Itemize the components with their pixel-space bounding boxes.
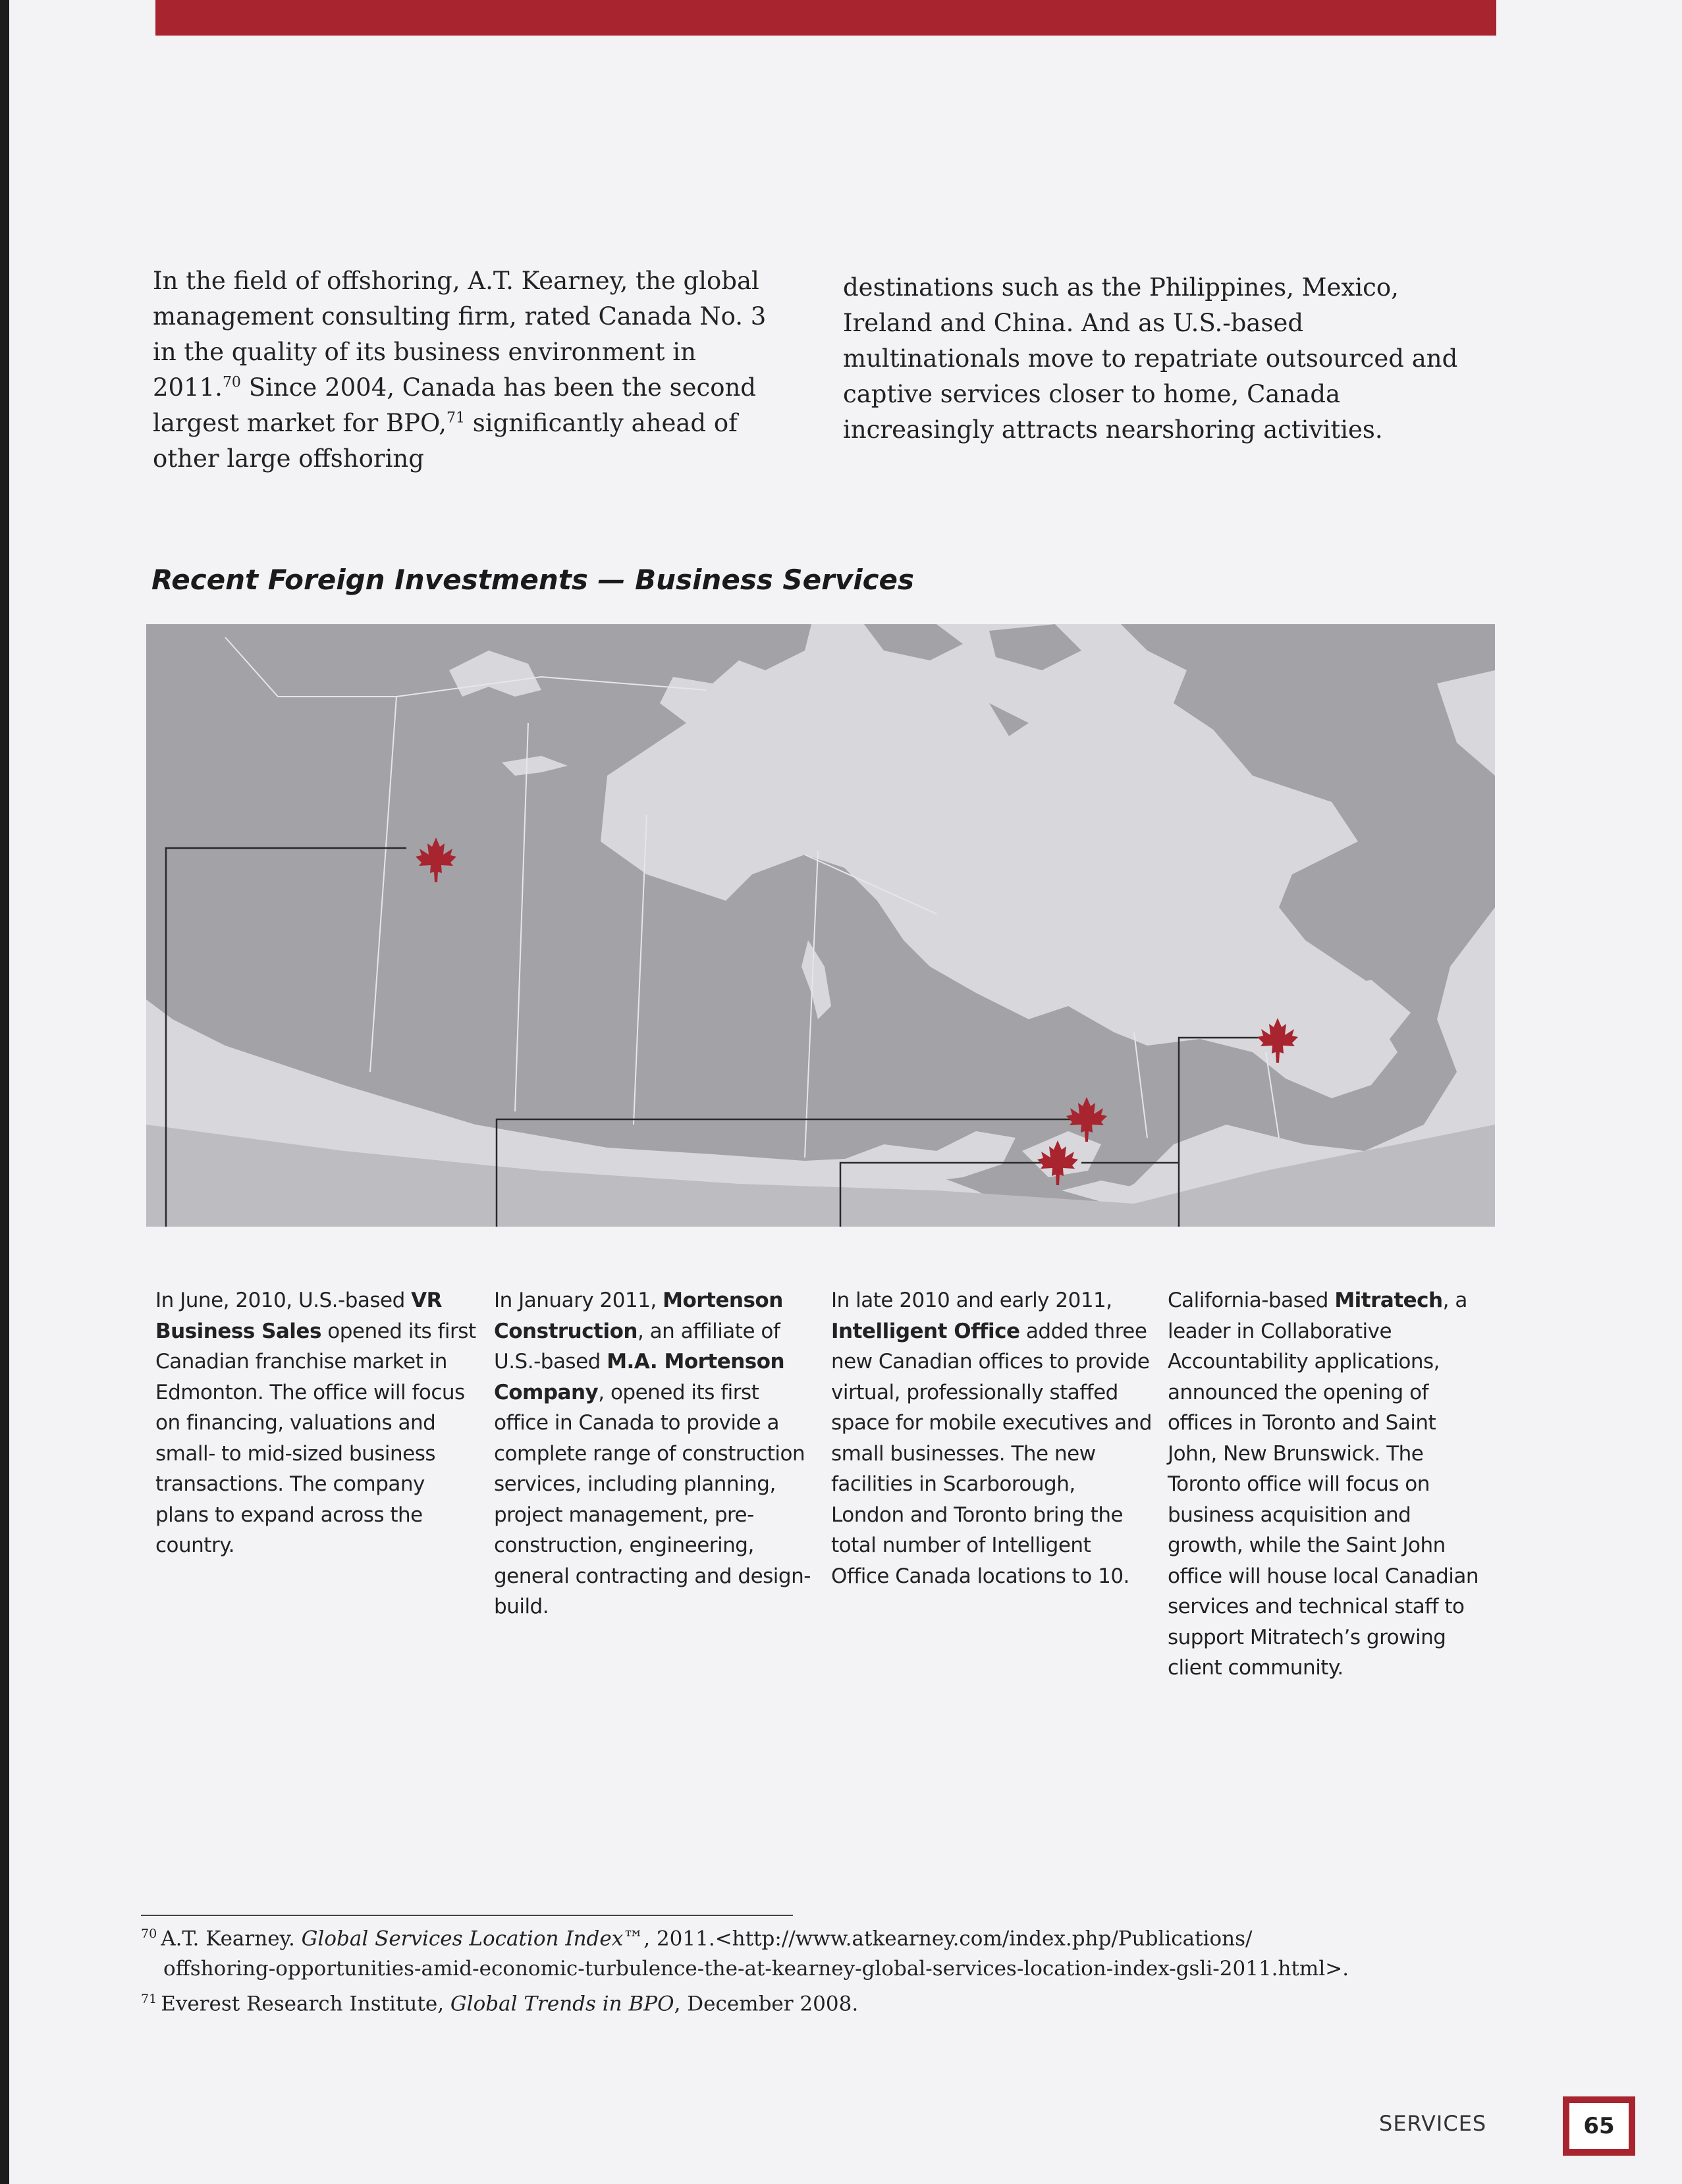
caption-text: , an affiliate of U.S.-based	[494, 1319, 780, 1373]
footnote-ref-70[interactable]: 70	[222, 374, 241, 391]
caption-text: California-based	[1168, 1289, 1335, 1312]
caption-vr-business-sales	[155, 1285, 478, 1561]
section-title: Recent Foreign Investments — Business Services	[151, 564, 915, 596]
footer-section-label: SERVICES	[1379, 2111, 1487, 2136]
caption-text: , a leader in Collaborative Accountability applications, announced the opening of offices in Toronto and Saint John, New Brunswick. The Toronto office will focus on business acquisition and growth, while the Saint John office will house local Canadian services and technical staff to support Mitratech’s growing client community.	[1168, 1289, 1479, 1680]
footnote-71	[141, 1984, 1524, 2019]
canada-map	[146, 624, 1495, 1227]
footnote-number: 71	[141, 1992, 157, 2007]
caption-text: , opened its first office in Canada to provide a complete range of construction services, including planning, project management, pre-construction, engineering, general contracting and design-build.	[494, 1380, 811, 1618]
caption-mortenson-construction	[494, 1285, 817, 1622]
footnote-link[interactable]: , 2011.<http://www.atkearney.com/index.php/Publications/	[643, 1927, 1253, 1951]
caption-text: In June, 2010, U.S.-based	[155, 1289, 412, 1312]
intro-text: Since 2004, Canada has been the second largest market for BPO,	[153, 373, 756, 437]
footnote-link[interactable]: offshoring-opportunities-amid-economic-turbulence-the-at-kearney-global-services-location-index-gsli-2011.html>.	[163, 1957, 1349, 1981]
company-name: Mortenson Construction	[494, 1289, 783, 1343]
caption-intelligent-office	[831, 1285, 1154, 1591]
footnote-ref-71[interactable]: 71	[447, 410, 465, 427]
caption-text: added three new Canadian offices to provide virtual, professionally staffed space for mobile executives and small businesses. The new facilities in Scarborough, London and Toronto bring the total number of Intelligent Office Canada locations to 10.	[831, 1319, 1152, 1588]
footnote-divider	[141, 1915, 793, 1916]
footnote-70	[141, 1919, 1524, 1954]
page-number: 65	[1569, 2103, 1629, 2149]
intro-text: significantly ahead of other large offshoring	[153, 409, 738, 473]
company-name: Mitratech	[1334, 1289, 1443, 1312]
intro-column-2: destinations such as the Philippines, Mexico, Ireland and China. And as U.S.-based multinationals move to repatriate outsourced and captive services closer to home, Canada increasingly attracts nearshoring activities.	[843, 273, 1458, 444]
footnote-title: Global Trends in BPO	[450, 1992, 674, 2016]
caption-text: In January 2011,	[494, 1289, 663, 1312]
footnote-text: Everest Research Institute,	[161, 1992, 450, 2016]
intro-text: In the field of offshoring, A.T. Kearney, the global management consulting firm, rated Canada No. 3 in the quality of its business environment in 2011.	[153, 267, 767, 402]
page-spine	[0, 0, 9, 2184]
footnote-text: A.T. Kearney.	[161, 1927, 302, 1951]
company-name: VR Business Sales	[155, 1289, 443, 1343]
caption-text: opened its first Canadian franchise market in Edmonton. The office will focus on financing, valuations and small- to mid-sized business transactions. The company plans to expand across the country.	[155, 1319, 476, 1557]
footnote-title: Global Services Location Index™	[301, 1927, 644, 1951]
caption-text: In late 2010 and early 2011,	[831, 1289, 1112, 1312]
caption-mitratech	[1168, 1285, 1490, 1684]
company-name: M.A. Mortenson Company	[494, 1350, 785, 1404]
footnotes	[141, 1919, 1524, 2019]
footnote-70-continued	[141, 1954, 1524, 1984]
page-number-badge	[1563, 2096, 1635, 2156]
footnote-number: 70	[141, 1927, 157, 1941]
header-accent-bar	[155, 0, 1496, 36]
intro-column-1	[153, 263, 772, 477]
company-name: Intelligent Office	[831, 1319, 1020, 1343]
footnote-text: , December 2008.	[674, 1992, 859, 2016]
